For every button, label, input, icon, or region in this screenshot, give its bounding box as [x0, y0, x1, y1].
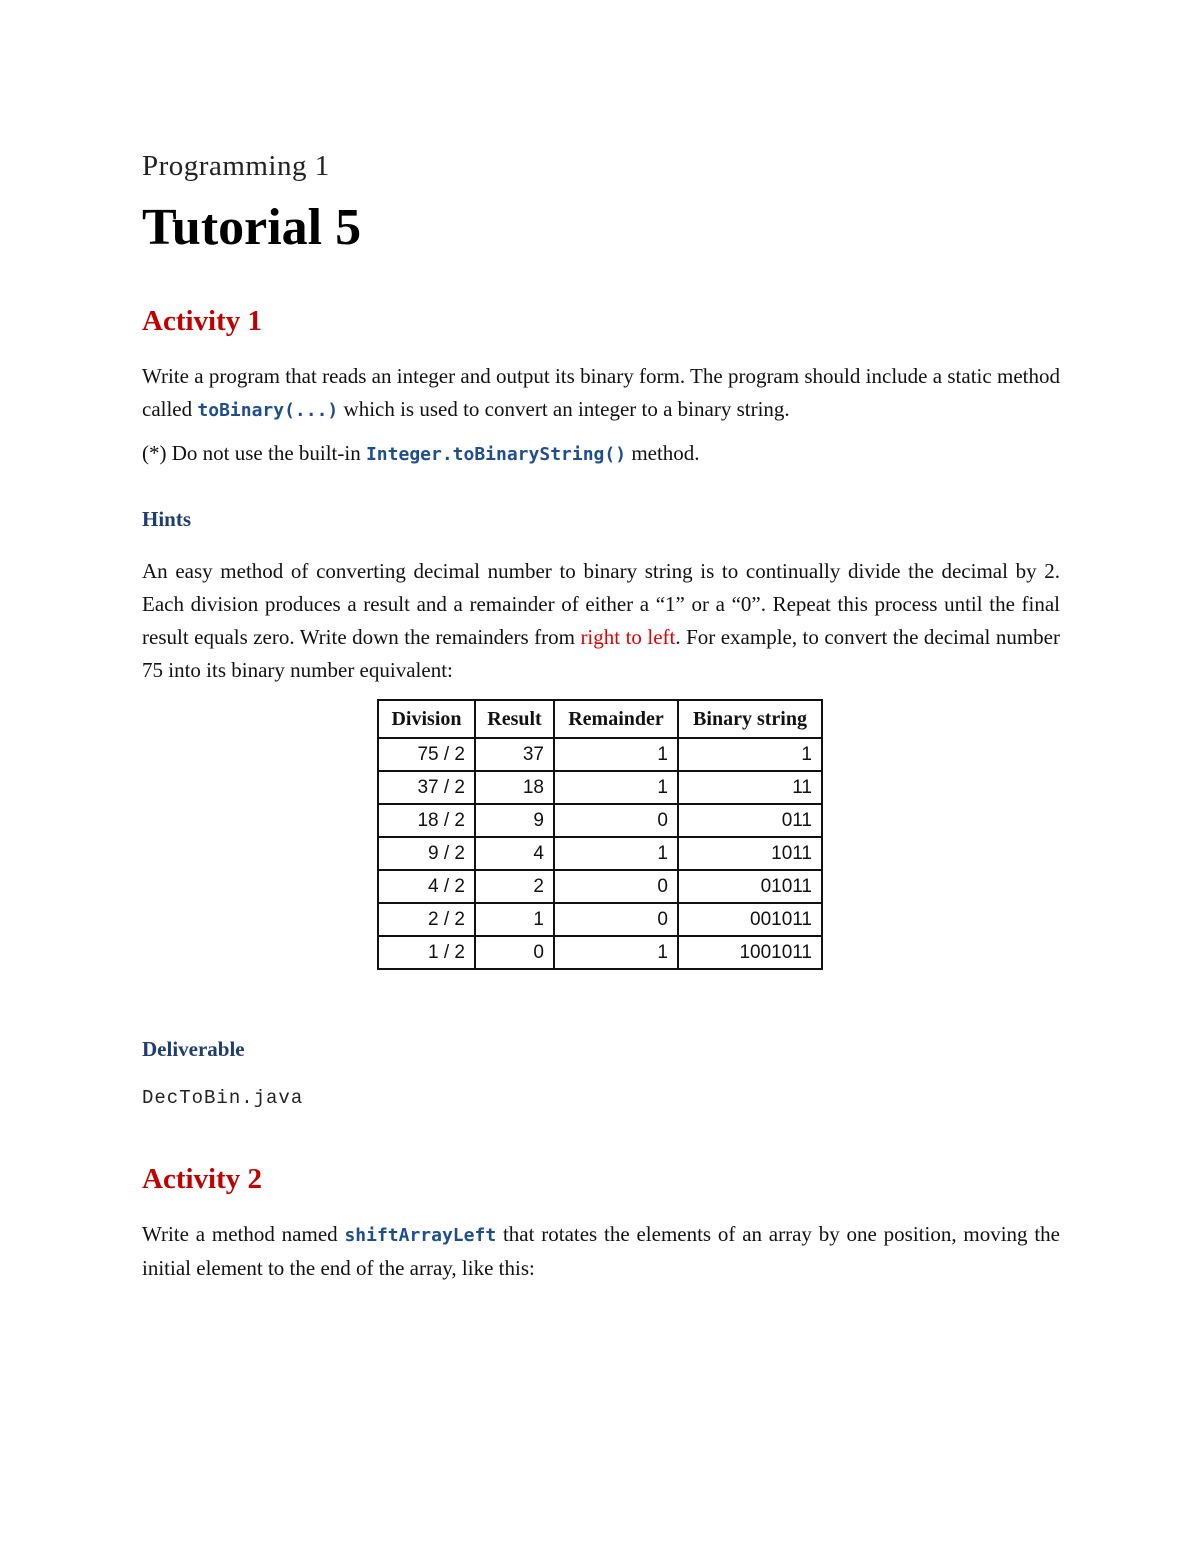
- binary-string-cell: 1011: [678, 837, 822, 870]
- result-cell: 18: [475, 771, 554, 804]
- result-cell: 2: [475, 870, 554, 903]
- table-row: [378, 771, 822, 804]
- header-binary-string: Binary string: [678, 700, 822, 738]
- result-cell: 4: [475, 837, 554, 870]
- result-cell: 0: [475, 936, 554, 969]
- hints-text-start: An easy method of converting decimal number to binary string is to continually divide the decimal by 2. Each division produces a result and a remainder of either a “1” or a “0”. Repeat this process until the final result equals zero. Write down the remainders from: [142, 559, 1060, 649]
- division-cell: 18 / 2: [378, 804, 475, 837]
- note-text-start: (*) Do not use the built-in: [142, 441, 366, 465]
- table-row: [378, 903, 822, 936]
- activity-2-description: [142, 1218, 1060, 1285]
- division-cell: 9 / 2: [378, 837, 475, 870]
- right-to-left-highlight: right to left: [580, 625, 676, 649]
- result-cell: 37: [475, 738, 554, 771]
- integer-to-binary-string-code: Integer.toBinaryString(): [365, 444, 627, 465]
- remainder-cell: 1: [554, 936, 678, 969]
- division-cell: 75 / 2: [378, 738, 475, 771]
- table-row: [378, 738, 822, 771]
- deliverable-heading: Deliverable: [142, 1037, 245, 1061]
- activity-1-description: [142, 360, 1060, 427]
- hints-paragraph: [142, 555, 1060, 687]
- page-title: Tutorial 5: [142, 199, 362, 256]
- hints-heading: Hints: [142, 507, 192, 531]
- header-remainder: Remainder: [554, 700, 678, 738]
- deliverable-filename: DecToBin.java: [142, 1087, 304, 1109]
- shift-array-left-code: shiftArrayLeft: [344, 1225, 497, 1246]
- table-header-row: [378, 700, 822, 738]
- division-cell: 37 / 2: [378, 771, 475, 804]
- division-cell: 4 / 2: [378, 870, 475, 903]
- binary-string-cell: 001011: [678, 903, 822, 936]
- course-name: Programming 1: [142, 150, 330, 182]
- activity-2-text-start: Write a method named: [142, 1222, 345, 1246]
- division-cell: 1 / 2: [378, 936, 475, 969]
- activity-1-heading: Activity 1: [142, 305, 262, 337]
- table-row: [378, 837, 822, 870]
- remainder-cell: 1: [554, 738, 678, 771]
- activity-2-heading: Activity 2: [142, 1163, 262, 1195]
- activity-2-text-end: that rotates the elements of an array by one position, moving the initial element to the end of the array, like this:: [142, 1222, 1060, 1280]
- binary-string-cell: 1: [678, 738, 822, 771]
- activity-1-text-start: Write a program that reads an integer and output its binary form. The program should include a static method called: [142, 364, 1060, 421]
- binary-string-cell: 11: [678, 771, 822, 804]
- activity-1-note: [142, 437, 1060, 471]
- hints-text-end: . For example, to convert the decimal number 75 into its binary number equivalent:: [142, 625, 1060, 682]
- remainder-cell: 1: [554, 771, 678, 804]
- remainder-cell: 0: [554, 804, 678, 837]
- note-text-end: method.: [626, 441, 700, 465]
- table-row: [378, 870, 822, 903]
- table-row: [378, 936, 822, 969]
- conversion-table: [377, 699, 823, 970]
- binary-string-cell: 01011: [678, 870, 822, 903]
- header-result: Result: [475, 700, 554, 738]
- division-cell: 2 / 2: [378, 903, 475, 936]
- activity-1-text-end: which is used to convert an integer to a binary string.: [338, 397, 790, 421]
- binary-string-cell: 011: [678, 804, 822, 837]
- result-cell: 1: [475, 903, 554, 936]
- table-row: [378, 804, 822, 837]
- to-binary-code: toBinary(...): [197, 400, 339, 421]
- remainder-cell: 0: [554, 903, 678, 936]
- result-cell: 9: [475, 804, 554, 837]
- remainder-cell: 1: [554, 837, 678, 870]
- binary-string-cell: 1001011: [678, 936, 822, 969]
- remainder-cell: 0: [554, 870, 678, 903]
- header-division: Division: [378, 700, 475, 738]
